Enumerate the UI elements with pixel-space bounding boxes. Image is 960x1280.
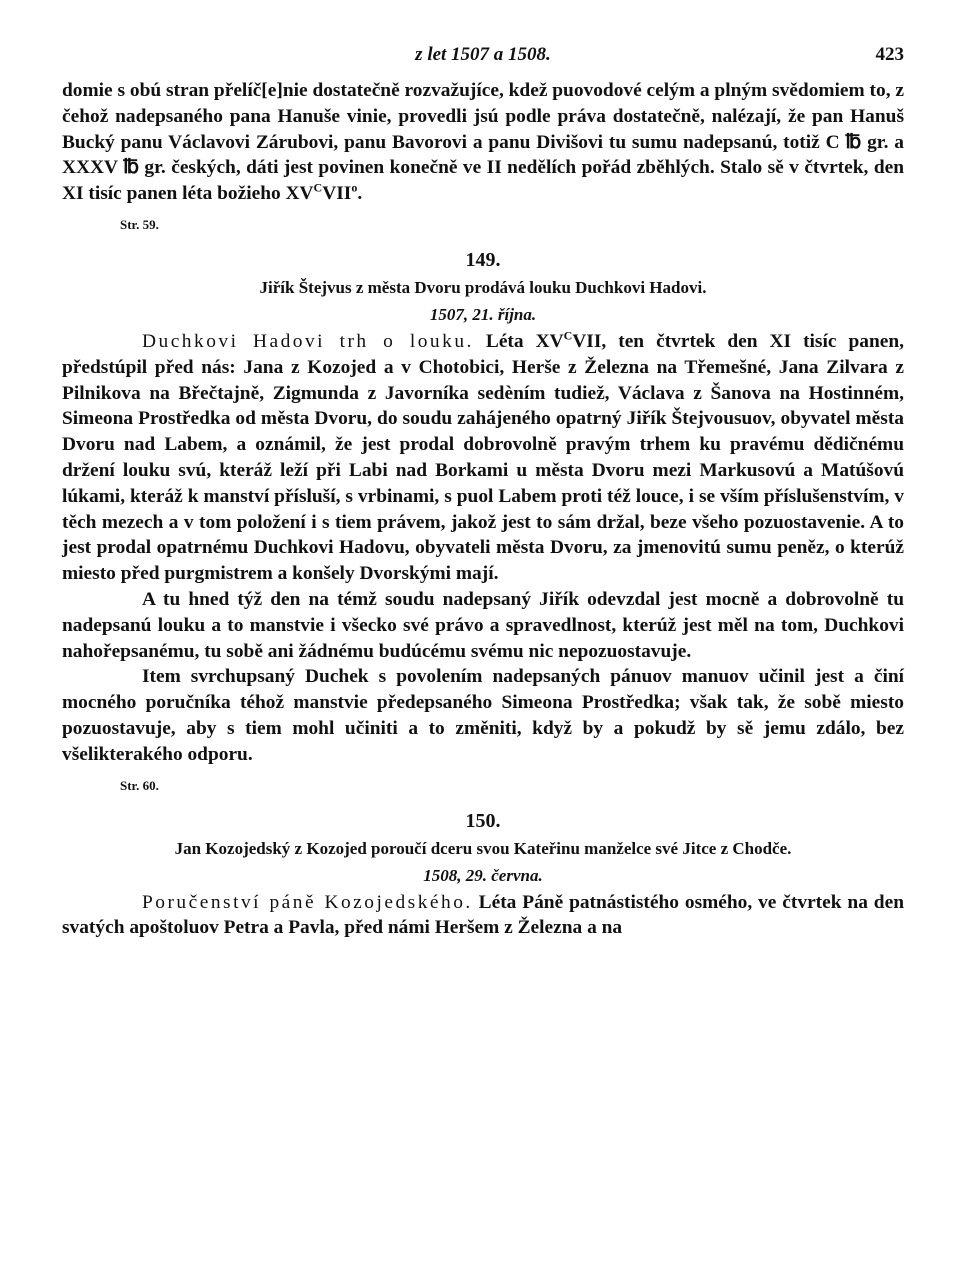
document-date-150: 1508, 29. června. bbox=[423, 865, 543, 885]
page-number: 423 bbox=[875, 44, 904, 65]
intro-superscript-c: C bbox=[313, 180, 323, 195]
intro-text-year: VII bbox=[322, 183, 352, 205]
document-number-150: 150. bbox=[465, 809, 501, 832]
page-reference-59: Str. 59. bbox=[120, 216, 159, 232]
document-150-heading: Poručenství páně Kozojedského. bbox=[142, 891, 473, 913]
book-page bbox=[62, 44, 904, 941]
document-149-superscript: C bbox=[563, 328, 573, 343]
page-reference-60: Str. 60. bbox=[120, 777, 159, 793]
document-149-paragraph-1 bbox=[62, 329, 904, 587]
intro-paragraph bbox=[62, 78, 904, 207]
document-149-paragraph-3: Item svrchupsaný Duchek s povolením nadepsaných pánuov manuov učinil jest a činí mocného poručníka téhož manstvie předepsaného Simeona Prostředka; však tak, že sobě miesto pozuostavuje, aby s tiem mohl učiniti a to změniti, když by a pokudž by sě jemu zdálo, bez všelikterakého odporu. bbox=[62, 666, 904, 765]
intro-text-end: . bbox=[357, 183, 363, 205]
document-summary-149: Jiřík Štejvus z města Dvoru prodává louku Duchkovi Hadovi. bbox=[259, 277, 707, 297]
document-149-text-a: Léta XV bbox=[473, 330, 564, 352]
page-header bbox=[62, 44, 904, 78]
document-149-text-b: VII, ten čtvrtek den XI tisíc panen, předstúpil před nás: Jana z Kozojed a v Chotobici, Herše z Železna na Třemešné, Jana Zilvara z Pilnikova na Břečtajně, Zigmunda z Javorníka sedèním tudiež, Václava z Šanova na Hostinném, Simeona Prostředka od města Dvoru, do soudu zahájeného opatrný Jiřík Štejvousuov, obyvatel města Dvoru nad Labem, a oznámil, že jest prodal dobrovolně pravým trhem ku pravému dědičnému držení louku svú, kteráž leží při Labi nad Borkami u města Dvoru mezi Markusovú a Matúšovú lúkami, kteráž k manství přísluší, s vrbinami, s puol Labem proti též louce, i se vším příslušenstvím, v těch mezech a v tom položení i s tiem právem, jakož jest to sám držal, beze všeho pozuostavenie. A to jest prodal opatrnému Duchkovi Hadovu, obyvateli města Dvoru, za jmenovitú sumu peněz, o kterúž miesto před purgmistrem a konšely Dvorskými mají. bbox=[62, 330, 904, 585]
document-149-heading: Duchkovi Hadovi trh o louku. bbox=[142, 330, 474, 352]
document-150-text: Léta Páně patnástistého osmého, ve čtvrtek na den svatých apoštoluov Petra a Pavla, před námi Heršem z Železna a na bbox=[62, 891, 904, 939]
intro-text: domie s obú stran přelíč[e]nie dostatečně rozvažujíce, kdež puovodové celým a plným svědomiem to, z čehož nadepsaného pana Hanuše vinie, provedli jsú podle práva dostatečně, nalézají, že pan Hanuš Bucký panu Václavovi Zárubovi, panu Bavorovi a panu Divišovi tu sumu nadepsanú, totiž C ℔ gr. a XXXV ℔ gr. českých, dáti jest povinen konečně ve II nedělích pořád zběhlých. Stalo sě v čtvrtek, den XI tisíc panen léta božieho XV bbox=[62, 80, 904, 205]
intro-superscript-o: o bbox=[351, 180, 358, 195]
document-summary-150: Jan Kozojedský z Kozojed poroučí dceru svou Kateřinu manželce své Jitce z Chodče. bbox=[174, 838, 792, 858]
document-150-paragraph-1 bbox=[62, 890, 904, 942]
running-title: z let 1507 a 1508. bbox=[415, 44, 551, 65]
document-149-paragraph-2: A tu hned týž den na témž soudu nadepsaný Jiřík odevzdal jest mocně a dobrovolně tu nadepsanú louku a to manstvie i všecko své právo a spravedlnost, kterúž jest měl na tom, Duchkovi nahořepsanému, tu sobě ani žádnému budúcému svému nic nepozuostavuje. bbox=[62, 588, 904, 662]
document-date-149: 1507, 21. října. bbox=[429, 304, 537, 324]
document-number-149: 149. bbox=[465, 248, 501, 271]
